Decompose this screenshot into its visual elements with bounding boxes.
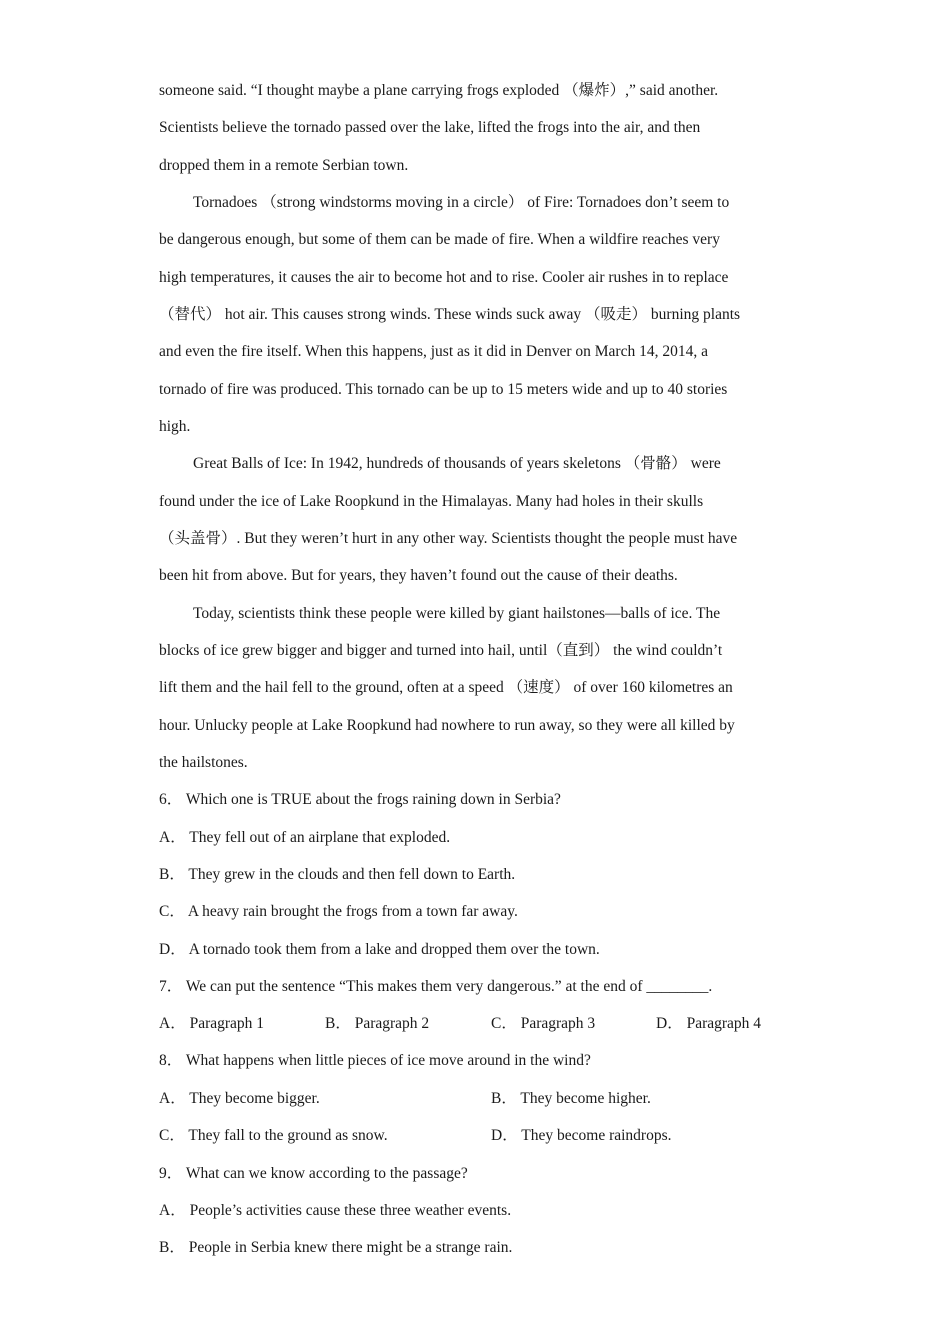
- text-line: blocks of ice grew bigger and bigger and turned into hail, until（直到） the wind couldn’t: [159, 642, 723, 659]
- option-b[interactable]: B． People in Serbia knew there might be a strange rain.: [159, 1239, 513, 1256]
- text-line: found under the ice of Lake Roopkund in the Himalayas. Many had holes in their skulls: [159, 493, 704, 510]
- text-line: tornado of fire was produced. This tornado can be up to 15 meters wide and up to 40 stories: [159, 381, 728, 398]
- option-a[interactable]: A． Paragraph 1: [159, 1015, 265, 1032]
- text-line: （头盖骨）. But they weren’t hurt in any other way. Scientists thought the people must have: [159, 530, 738, 547]
- option-a[interactable]: A． They fell out of an airplane that exploded.: [159, 829, 451, 846]
- option-b[interactable]: B． They grew in the clouds and then fell down to Earth.: [159, 866, 516, 883]
- option-d[interactable]: D． Paragraph 4: [656, 1015, 762, 1032]
- question-stem: 8． What happens when little pieces of ice move around in the wind?: [159, 1052, 591, 1069]
- option-b[interactable]: B． They become higher.: [491, 1090, 651, 1107]
- option-b[interactable]: B． Paragraph 2: [325, 1015, 430, 1032]
- text-line: Scientists believe the tornado passed over the lake, lifted the frogs into the air, and then: [159, 119, 701, 136]
- option-a[interactable]: A． They become bigger.: [159, 1090, 320, 1107]
- text-line: Today, scientists think these people were killed by giant hailstones—balls of ice. The: [193, 605, 721, 622]
- option-c[interactable]: C． A heavy rain brought the frogs from a town far away.: [159, 903, 518, 920]
- option-d[interactable]: D． They become raindrops.: [491, 1127, 672, 1144]
- text-line: （替代） hot air. This causes strong winds. These winds suck away （吸走） burning plants: [159, 306, 741, 323]
- text-line: and even the fire itself. When this happens, just as it did in Denver on March 14, 2014, a: [159, 343, 708, 360]
- option-d[interactable]: D． A tornado took them from a lake and dropped them over the town.: [159, 941, 600, 958]
- option-c[interactable]: C． They fall to the ground as snow.: [159, 1127, 388, 1144]
- option-a[interactable]: A． People’s activities cause these three weather events.: [159, 1202, 512, 1219]
- text-line: high temperatures, it causes the air to become hot and to rise. Cooler air rushes in to replace: [159, 269, 729, 286]
- text-line: Great Balls of Ice: In 1942, hundreds of thousands of years skeletons （骨骼） were: [193, 455, 721, 472]
- question-stem: 9． What can we know according to the passage?: [159, 1165, 468, 1182]
- question-stem: 7． We can put the sentence “This makes them very dangerous.” at the end of ________.: [159, 978, 713, 995]
- text-line: hour. Unlucky people at Lake Roopkund had nowhere to run away, so they were all killed by: [159, 717, 735, 734]
- text-line: dropped them in a remote Serbian town.: [159, 157, 409, 174]
- text-line: lift them and the hail fell to the ground, often at a speed （速度） of over 160 kilometres an: [159, 679, 733, 696]
- text-line: Tornadoes （strong windstorms moving in a circle） of Fire: Tornadoes don’t seem to: [193, 194, 730, 211]
- text-line: been hit from above. But for years, they haven’t found out the cause of their deaths.: [159, 567, 678, 584]
- option-c[interactable]: C． Paragraph 3: [491, 1015, 596, 1032]
- text-line: someone said. “I thought maybe a plane carrying frogs exploded （爆炸）,” said another.: [159, 82, 719, 99]
- question-stem: 6． Which one is TRUE about the frogs raining down in Serbia?: [159, 791, 561, 808]
- text-line: the hailstones.: [159, 754, 248, 771]
- text-line: be dangerous enough, but some of them can be made of fire. When a wildfire reaches very: [159, 231, 720, 248]
- text-line: high.: [159, 418, 191, 435]
